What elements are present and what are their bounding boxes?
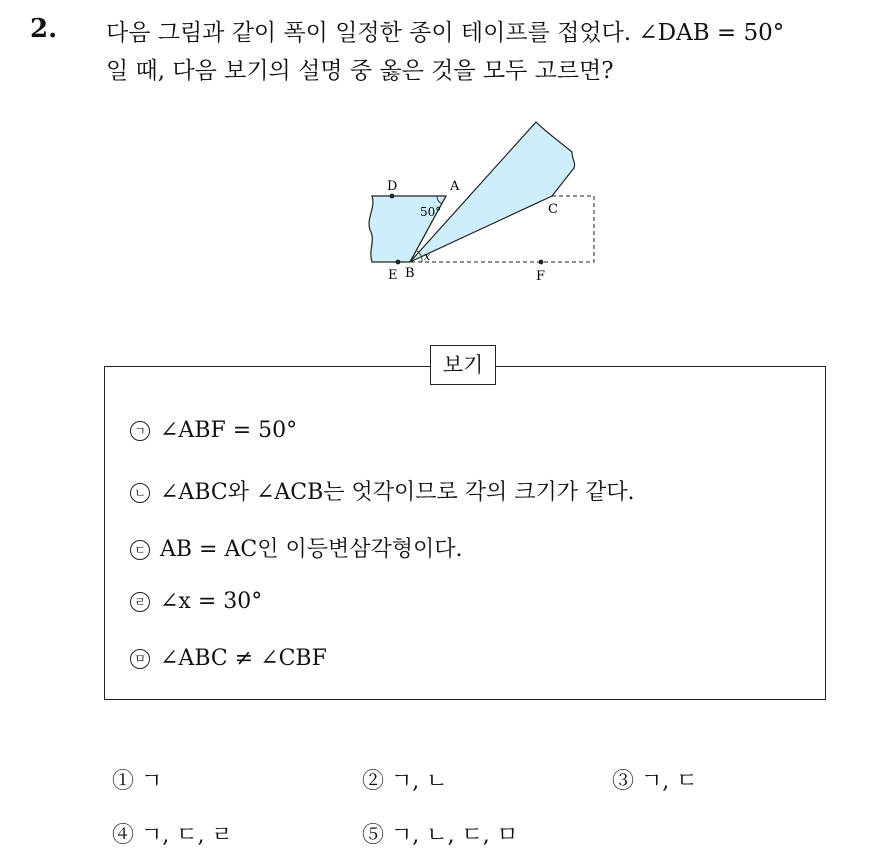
point-d xyxy=(390,194,395,199)
option-number: ② xyxy=(362,769,385,794)
example-item-5 xyxy=(130,646,327,671)
question-text-line2: 일 때, 다음 보기의 설명 중 옳은 것을 모두 고르면? xyxy=(106,58,614,84)
option-answer: ㄱ, ㄷ, ㄹ xyxy=(141,823,233,848)
label-c: C xyxy=(548,202,558,217)
item-text: ∠x = 30° xyxy=(160,589,263,614)
item-text: ∠ABC와 ∠ACB는 엇각이므로 각의 크기가 같다. xyxy=(160,480,635,505)
item-marker: ㄱ xyxy=(130,421,150,441)
item-text: AB = AC인 이등변삼각형이다. xyxy=(160,537,463,562)
question-number: 2. xyxy=(30,14,58,44)
example-item-1 xyxy=(130,418,297,443)
answer-option-4[interactable] xyxy=(112,818,233,849)
option-number: ① xyxy=(112,769,135,794)
answer-option-3[interactable] xyxy=(612,764,698,795)
option-answer: ㄱ, ㄴ, ㄷ, ㅁ xyxy=(391,823,518,848)
label-b: B xyxy=(405,266,415,281)
point-e xyxy=(396,260,401,265)
example-item-2 xyxy=(130,475,635,506)
option-answer: ㄱ, ㄷ xyxy=(641,769,698,794)
label-e: E xyxy=(388,268,398,283)
answer-option-1[interactable] xyxy=(112,764,162,795)
label-a: A xyxy=(450,179,460,194)
item-text: ∠ABF = 50° xyxy=(160,418,298,443)
label-angle-50: 50° xyxy=(420,205,442,219)
label-f: F xyxy=(536,269,546,284)
option-number: ③ xyxy=(612,769,635,794)
answer-option-2[interactable] xyxy=(362,764,448,795)
option-number: ④ xyxy=(112,823,135,848)
item-text: ∠ABC ≠ ∠CBF xyxy=(160,646,327,671)
item-marker: ㄴ xyxy=(130,483,150,503)
example-item-3 xyxy=(130,532,462,563)
item-marker: ㅁ xyxy=(130,649,150,669)
point-f xyxy=(539,260,544,265)
label-x: x xyxy=(424,250,431,263)
option-answer: ㄱ, ㄴ xyxy=(391,769,448,794)
option-answer: ㄱ xyxy=(141,769,163,794)
example-item-4 xyxy=(130,589,262,614)
item-marker: ㄹ xyxy=(130,592,150,612)
question-text-line1: 다음 그림과 같이 폭이 일정한 종이 테이프를 접었다. ∠DAB = 50° xyxy=(106,20,785,46)
example-box-title: 보기 xyxy=(430,345,496,385)
tape-folded-piece xyxy=(410,122,575,262)
item-marker: ㄷ xyxy=(130,540,150,560)
label-d: D xyxy=(387,179,398,194)
option-number: ⑤ xyxy=(362,823,385,848)
answer-option-5[interactable] xyxy=(362,818,518,849)
folded-tape-figure xyxy=(360,110,600,290)
